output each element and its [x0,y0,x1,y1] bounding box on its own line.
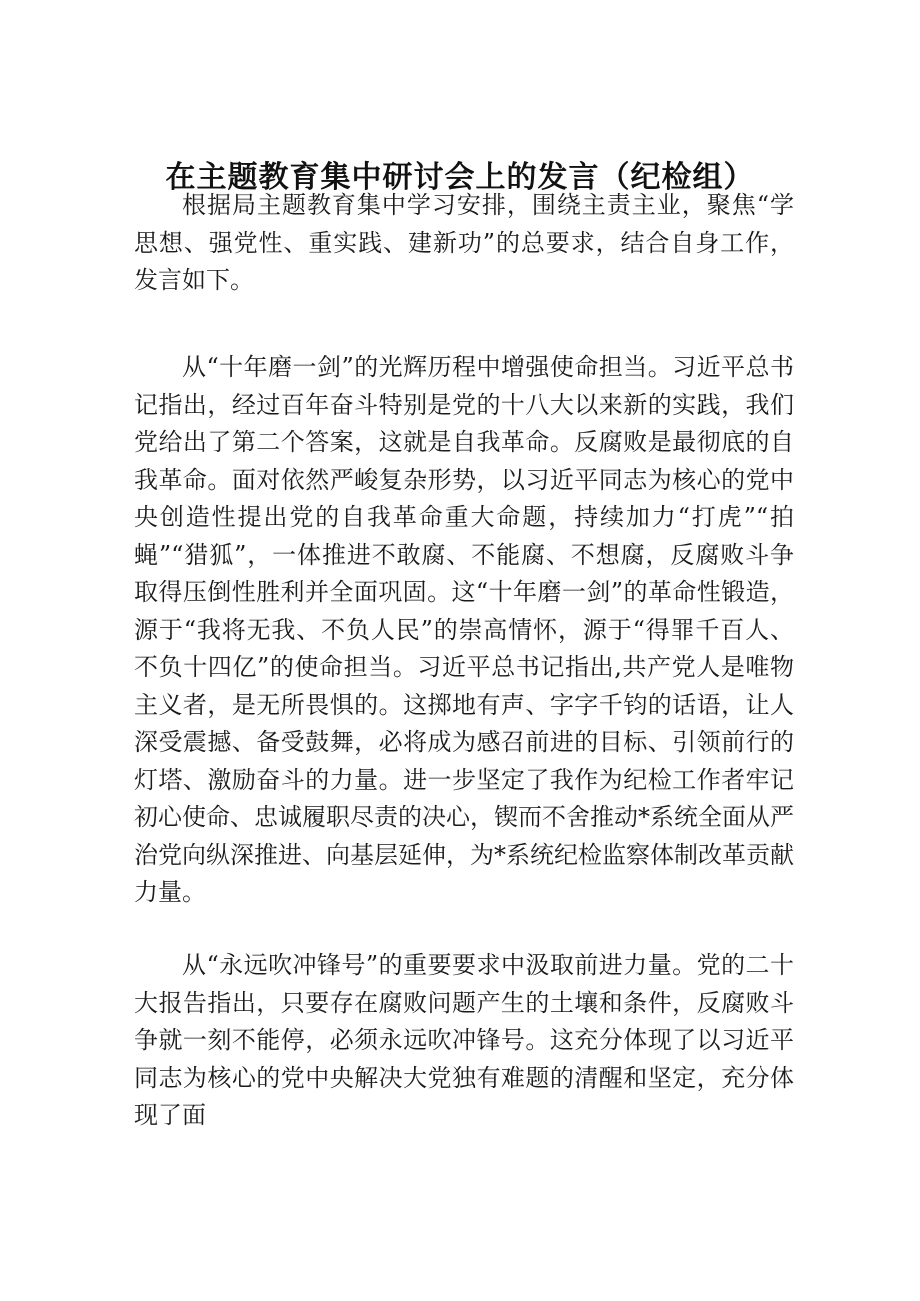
document-title: 在主题教育集中研讨会上的发言（纪检组） [165,160,755,195]
paragraph-mission [134,349,794,912]
paragraph-text: 从“十年磨一剑”的光辉历程中增强使命担当。习近平总书记指出，经过百年奋斗特别是党的十八大以来新的实践，我们党给出了第二个答案，这就是自我革命。反腐败是最彻底的自我革命。面对依然严峻复杂形势，以习近平同志为核心的党中央创造性提出党的自我革命重大命题，持续加力“打虎”“拍蝇”“猎狐”，一体推进不敢腐、不能腐、不想腐，反腐败斗争取得压倒性胜利并全面巩固。这“十年磨一剑”的革命性锻造，源于“我将无我、不负人民”的崇高情怀，源于“得罪千百人、不负十四亿”的使命担当。习近平总书记指出,共产党人是唯物主义者，是无所畏惧的。这掷地有声、字字千钧的话语，让人深受震撼、备受鼓舞，必将成为感召前进的目标、引领前行的灯塔、激励奋斗的力量。进一步坚定了我作为纪检工作者牢记初心使命、忠诚履职尽责的决心，锲而不舍推动*系统全面从严治党向纵深推进、向基层延伸，为*系统纪检监察体制改革贡献力量。 [134,353,794,906]
paragraph-text: 根据局主题教育集中学习安排，围绕主责主业，聚焦“学思想、强党性、重实践、建新功”的总要求，结合自身工作，发言如下。 [134,191,794,294]
paragraph-bugle [134,947,794,1135]
paragraph-intro [134,187,794,300]
paragraph-text: 从“永远吹冲锋号”的重要要求中汲取前进力量。党的二十大报告指出，只要存在腐败问题产生的土壤和条件，反腐败斗争就一刻不能停，必须永远吹冲锋号。这充分体现了以习近平同志为核心的党中央解决大党独有难题的清醒和坚定，充分体现了面 [134,951,794,1129]
